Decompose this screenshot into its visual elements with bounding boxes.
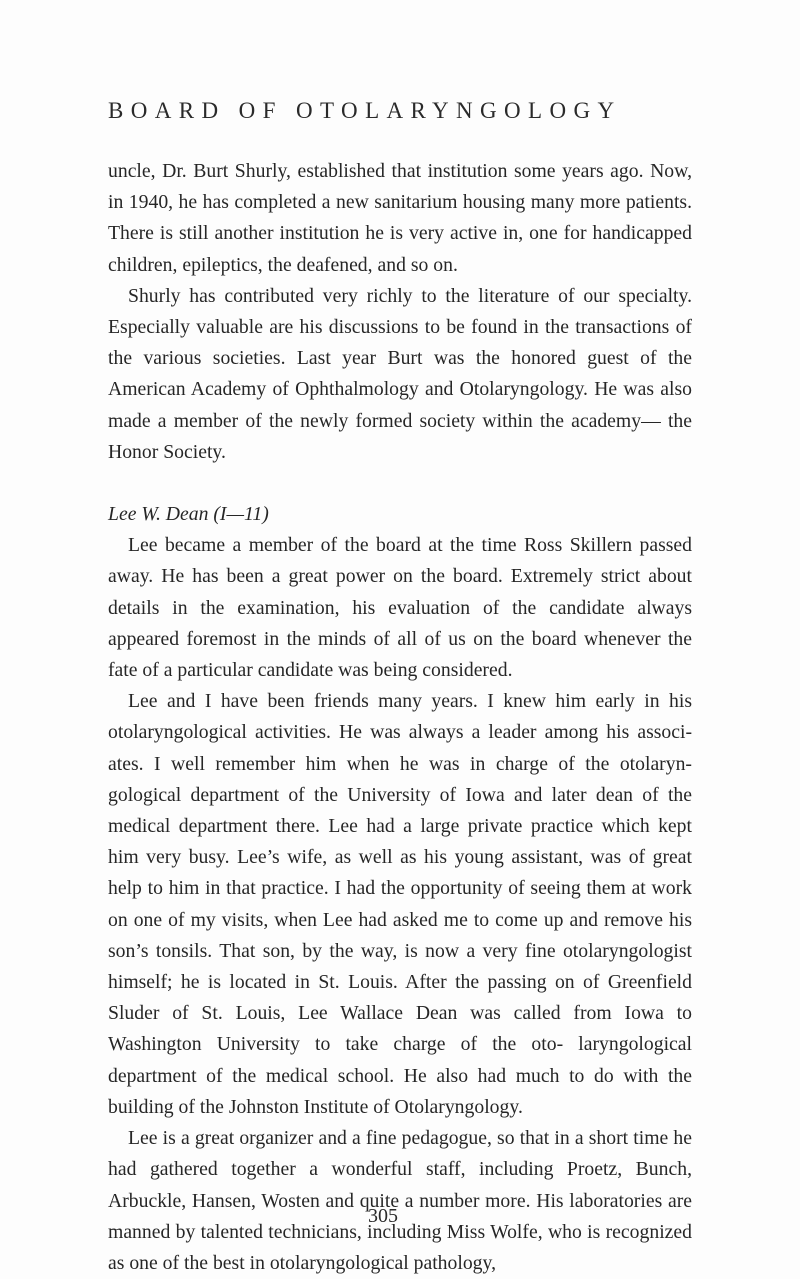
paragraph-lee-board: Lee became a member of the board at the time Ross Skillern passed away. He has been a great power on the board. Extremely strict about details in the examination, his evaluation of the candidate always appeared foremost in the minds of all of us on the board whenever the fate of a particular candidate was being considered. — [108, 534, 692, 682]
running-head: BOARD OF OTOLARYNGOLOGY — [108, 98, 622, 123]
paragraph-lee-organizer: Lee is a great organizer and a fine pedagogue, so that in a short time he had gathered together a wonderful staff, including Proetz, Bunch, Arbuckle, Hansen, Wosten and quite a number more. His laboratories are manned by talented technicians, including Miss Wolfe, who is recognized as one of the best in otolaryngological pathology, — [108, 1127, 692, 1274]
page-body — [108, 156, 692, 1279]
section-heading-lee-dean: Lee W. Dean (I—11) — [108, 503, 269, 526]
paragraph-lee-friends: Lee and I have been friends many years. I knew him early in his otolaryngological activities. He was always a leader among his associ- ates. I well remember him when he was in charge of the otolaryn- gological department of the University of Iowa and later dean of the medical department there. Lee had a large private practice which kept him very busy. Lee’s wife, as well as his young assistant, was of great help to him in that practice. I had the opportunity of seeing them at work on one of my visits, when Lee had asked me to come up and remove his son’s tonsils. That son, by the way, is now a very fine otolaryngologist himself; he is located in St. Louis. After the passing on of Greenfield Sluder of St. Louis, Lee Wallace Dean was called from Iowa to Washington University to take charge of the oto- laryngological department of the medical school. He also had much to do with the building of the Johnston Institute of Otolaryngology. — [108, 690, 692, 1118]
paragraph-shurly-institutions: uncle, Dr. Burt Shurly, established that institution some years ago. Now, in 1940, he has completed a new sanitarium housing many more patients. There is still another institution he is very active in, one for handicapped children, epileptics, the deafened, and so on. — [108, 160, 692, 276]
page-number: 305 — [368, 1205, 398, 1227]
paragraph-shurly-literature: Shurly has contributed very richly to the literature of our specialty. Especially valuable are his discussions to be found in the transactions of the various societies. Last year Burt was the honored guest of the American Academy of Ophthalmology and Otolaryngology. He was also made a member of the newly formed society within the academy— the Honor Society. — [108, 284, 692, 463]
